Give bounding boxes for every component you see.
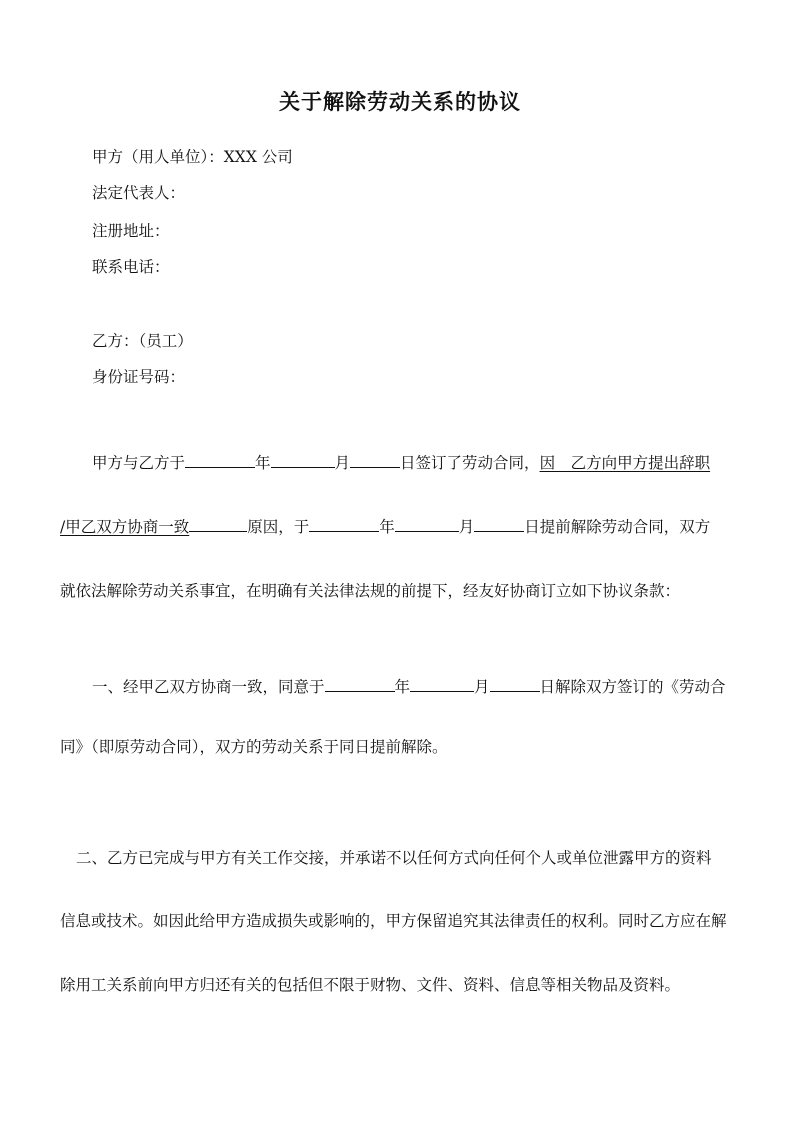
clause-1-line-2: 同》（即原劳动合同），双方的劳动关系于同日提前解除。 bbox=[60, 738, 448, 756]
intro-text: 原因，于 bbox=[247, 518, 310, 536]
intro-line-3: 就依法解除劳动关系事宜，在明确有关法律法规的前提下，经友好协商订立如下协议条款： bbox=[60, 582, 681, 600]
clause-1-line-1 bbox=[92, 676, 726, 697]
intro-line-2 bbox=[60, 516, 710, 537]
clause-2-line-2: 信息或技术。如因此给甲方造成损失或影响的，甲方保留追究其法律责任的权利。同时乙方应在解 bbox=[60, 912, 727, 930]
clause-2-line-1: 二、乙方已完成与甲方有关工作交接，并承诺不以任何方式向任何个人或单位泄露甲方的资料 bbox=[76, 849, 712, 867]
party-b-label: 乙方：（员工） bbox=[92, 332, 193, 350]
blank-field bbox=[185, 452, 255, 468]
clause-text: 月 bbox=[474, 678, 490, 696]
registered-address-label: 注册地址： bbox=[92, 222, 170, 240]
blank-field bbox=[309, 516, 379, 532]
blank-field bbox=[474, 516, 524, 532]
termination-reason-cont: /甲乙双方协商一致 bbox=[60, 518, 190, 536]
clause-text: 日解除双方签订的《劳动合 bbox=[539, 678, 726, 696]
contact-phone-label: 联系电话： bbox=[92, 258, 170, 276]
intro-text: 月 bbox=[334, 454, 351, 472]
clause-2-line-3: 除用工关系前向甲方归还有关的包括但不限于财物、文件、资料、信息等相关物品及资料。 bbox=[60, 976, 681, 994]
legal-representative-label: 法定代表人： bbox=[92, 184, 186, 202]
blank-field bbox=[395, 516, 459, 532]
id-number-label: 身份证号码： bbox=[92, 368, 186, 386]
intro-text: 年 bbox=[379, 518, 395, 536]
intro-text: 甲方与乙方于 bbox=[92, 454, 186, 472]
intro-line-1 bbox=[92, 452, 710, 473]
termination-reason: 因 乙方向甲方提出辞职 bbox=[539, 454, 711, 472]
intro-text: 年 bbox=[255, 454, 271, 472]
blank-field bbox=[189, 516, 247, 532]
intro-text: 日提前解除劳动合同，双方 bbox=[524, 518, 711, 536]
blank-field bbox=[490, 676, 540, 692]
party-a-label: 甲方（用人单位）：XXX 公司 bbox=[92, 148, 293, 166]
clause-text: 一、经甲乙双方协商一致，同意于 bbox=[92, 678, 325, 696]
clause-text: 年 bbox=[394, 678, 411, 696]
blank-field bbox=[271, 452, 335, 468]
blank-field bbox=[410, 676, 474, 692]
intro-text: 日签订了劳动合同， bbox=[400, 454, 540, 472]
intro-text: 月 bbox=[458, 518, 475, 536]
blank-field bbox=[350, 452, 400, 468]
blank-field bbox=[325, 676, 395, 692]
document-title: 关于解除劳动关系的协议 bbox=[279, 90, 521, 114]
